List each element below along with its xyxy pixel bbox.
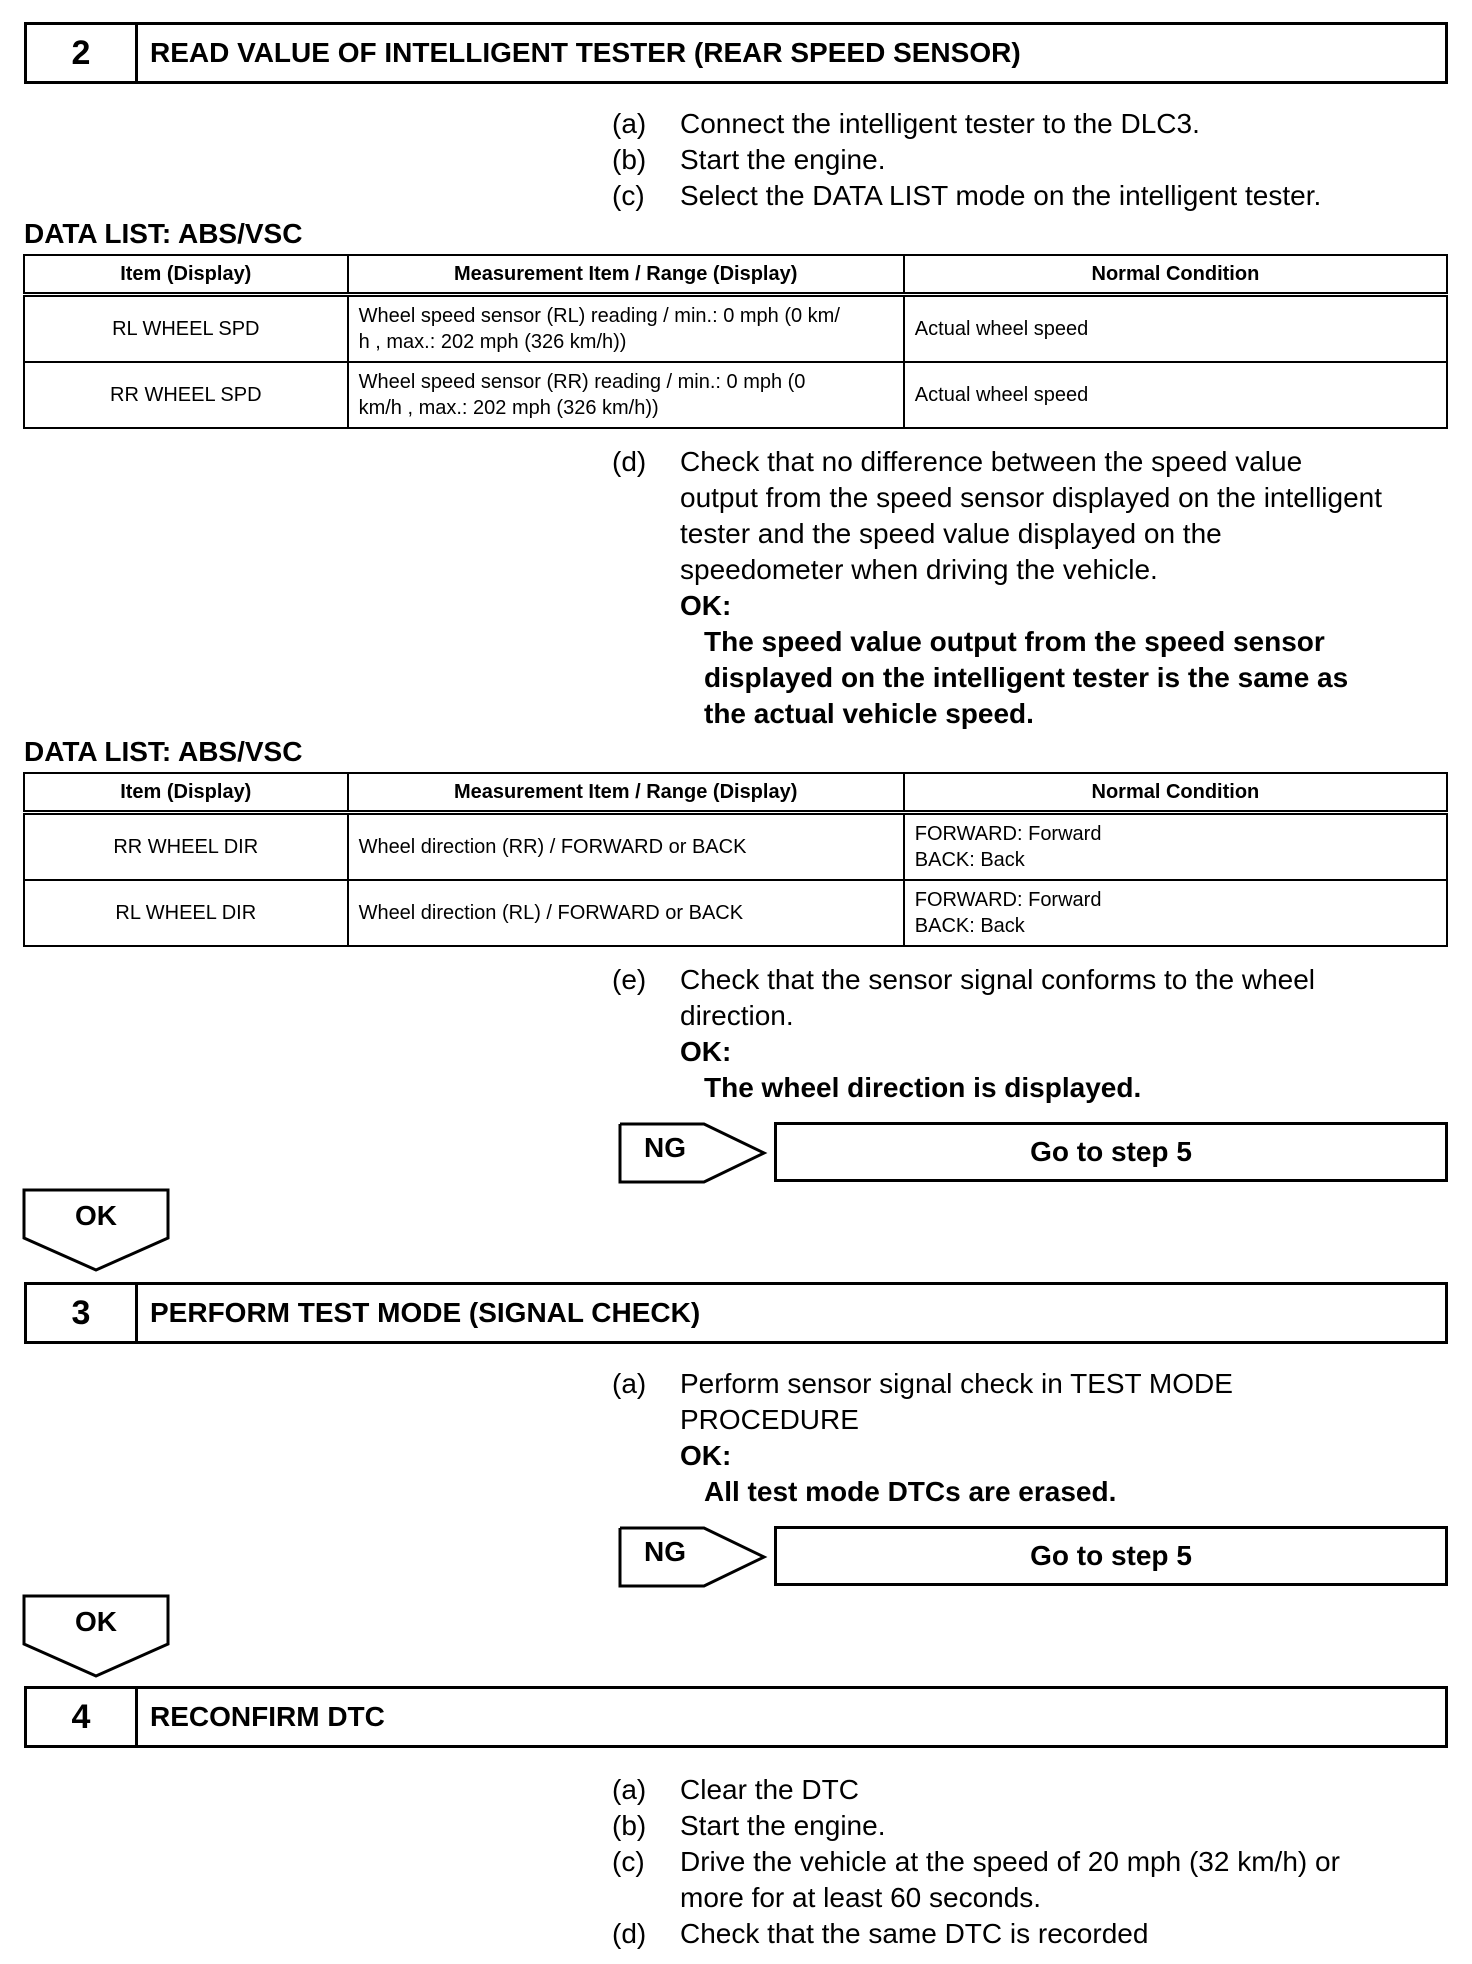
table-row bbox=[24, 813, 1447, 881]
cell-line: Wheel direction (RL) / FORWARD or BACK bbox=[358, 902, 744, 924]
column-header: Item (Display) bbox=[24, 255, 348, 295]
ok-condition bbox=[612, 1070, 1452, 1106]
cell-line: Wheel speed sensor (RR) reading / min.: 0 mph (0 bbox=[358, 371, 806, 393]
step-3-instruction-a bbox=[612, 1366, 1452, 1510]
step-2-instructions-abc bbox=[612, 106, 1452, 214]
ok-condition bbox=[612, 624, 1452, 732]
text-line: more for at least 60 seconds. bbox=[680, 1882, 1042, 1913]
cell-line: FORWARD: Forward bbox=[914, 889, 1102, 911]
instruction-item bbox=[612, 142, 1452, 178]
text-line: output from the speed sensor displayed on the intelligent bbox=[680, 482, 1383, 513]
text-line: speedometer when driving the vehicle. bbox=[680, 554, 1158, 585]
ok-condition bbox=[612, 1474, 1452, 1510]
go-to-step-box: Go to step 5 bbox=[774, 1526, 1448, 1586]
ok-label: OK: bbox=[680, 1036, 732, 1067]
ok-branch bbox=[22, 1188, 172, 1272]
step-number: 4 bbox=[27, 1689, 138, 1745]
table-header-row bbox=[24, 255, 1447, 295]
item-cell: RL WHEEL SPD bbox=[24, 295, 348, 363]
step-title: PERFORM TEST MODE (SIGNAL CHECK) bbox=[150, 1297, 701, 1328]
cell-line: Actual wheel speed bbox=[914, 384, 1089, 406]
step-title: RECONFIRM DTC bbox=[150, 1701, 385, 1732]
instruction-item bbox=[612, 1772, 1452, 1808]
instruction-label: (d) bbox=[612, 446, 647, 477]
condition-cell bbox=[904, 880, 1447, 946]
table-row bbox=[24, 880, 1447, 946]
column-header: Measurement Item / Range (Display) bbox=[348, 773, 904, 813]
instruction-label: (e) bbox=[612, 964, 647, 995]
step-4-header bbox=[24, 1686, 1448, 1748]
ng-arrow-icon bbox=[618, 1122, 768, 1184]
cell-line: BACK: Back bbox=[914, 849, 1025, 871]
instruction-label: (a) bbox=[612, 1774, 647, 1805]
cell-line: Wheel direction (RR) / FORWARD or BACK bbox=[358, 836, 747, 858]
column-header: Normal Condition bbox=[904, 255, 1447, 295]
step-2-instruction-e bbox=[612, 962, 1452, 1106]
table-row bbox=[24, 362, 1447, 428]
instruction-text: Check that the same DTC is recorded bbox=[680, 1918, 1149, 1949]
measurement-cell bbox=[348, 880, 904, 946]
ok-branch bbox=[22, 1594, 172, 1678]
text-line: Perform sensor signal check in TEST MODE bbox=[680, 1368, 1233, 1399]
instruction-item bbox=[612, 962, 1452, 1034]
ok-label: OK: bbox=[680, 590, 732, 621]
text-line: The wheel direction is displayed. bbox=[704, 1072, 1142, 1103]
condition-cell bbox=[904, 295, 1447, 363]
step-title: READ VALUE OF INTELLIGENT TESTER (REAR SPEED SENSOR) bbox=[150, 37, 1021, 68]
instruction-item bbox=[612, 444, 1452, 588]
item-cell: RR WHEEL SPD bbox=[24, 362, 348, 428]
text-line: Drive the vehicle at the speed of 20 mph (32 km/h) or bbox=[680, 1846, 1340, 1877]
column-header: Item (Display) bbox=[24, 773, 348, 813]
column-header: Measurement Item / Range (Display) bbox=[348, 255, 904, 295]
instruction-text bbox=[680, 962, 1452, 1034]
text-line: The speed value output from the speed sensor bbox=[704, 626, 1325, 657]
cell-line: km/h , max.: 202 mph (326 km/h)) bbox=[358, 397, 659, 419]
instruction-text: Start the engine. bbox=[680, 1810, 886, 1841]
text-line: displayed on the intelligent tester is the same as bbox=[704, 662, 1349, 693]
instruction-item bbox=[612, 178, 1452, 214]
instruction-item bbox=[612, 1844, 1452, 1916]
cell-line: Actual wheel speed bbox=[914, 318, 1089, 340]
step-2-instruction-d bbox=[612, 444, 1452, 732]
cell-line: Wheel speed sensor (RL) reading / min.: 0 mph (0 km/ bbox=[358, 305, 840, 327]
step-4-instructions bbox=[612, 1772, 1452, 1952]
condition-cell bbox=[904, 362, 1447, 428]
instruction-text: Connect the intelligent tester to the DLC3. bbox=[680, 108, 1200, 139]
instruction-item bbox=[612, 106, 1452, 142]
instruction-text: Start the engine. bbox=[680, 144, 886, 175]
instruction-label: (b) bbox=[612, 1810, 647, 1841]
cell-line: FORWARD: Forward bbox=[914, 823, 1102, 845]
instruction-text bbox=[680, 1844, 1452, 1916]
instruction-label: (b) bbox=[612, 144, 647, 175]
instruction-text bbox=[680, 1366, 1452, 1438]
data-list-table bbox=[23, 772, 1448, 947]
text-line: tester and the speed value displayed on the bbox=[680, 518, 1222, 549]
ng-label: NG bbox=[644, 1536, 686, 1567]
text-line: All test mode DTCs are erased. bbox=[704, 1476, 1117, 1507]
instruction-label: (a) bbox=[612, 1368, 647, 1399]
instruction-label: (a) bbox=[612, 108, 647, 139]
column-header: Normal Condition bbox=[904, 773, 1447, 813]
measurement-cell bbox=[348, 813, 904, 881]
cell-line: BACK: Back bbox=[914, 915, 1025, 937]
text-line: direction. bbox=[680, 1000, 794, 1031]
text-line: Check that no difference between the speed value bbox=[680, 446, 1303, 477]
ng-branch bbox=[618, 1122, 1448, 1186]
measurement-cell bbox=[348, 295, 904, 363]
measurement-cell bbox=[348, 362, 904, 428]
go-to-step-box: Go to step 5 bbox=[774, 1122, 1448, 1182]
ok-label: OK bbox=[75, 1606, 117, 1637]
text-line: the actual vehicle speed. bbox=[704, 698, 1034, 729]
ok-label: OK: bbox=[680, 1440, 732, 1471]
ok-label: OK bbox=[75, 1200, 117, 1231]
step-number: 2 bbox=[27, 25, 138, 81]
instruction-text: Select the DATA LIST mode on the intelligent tester. bbox=[680, 180, 1322, 211]
table-header-row bbox=[24, 773, 1447, 813]
instruction-label: (c) bbox=[612, 1846, 645, 1877]
step-3-header bbox=[24, 1282, 1448, 1344]
ng-label: NG bbox=[644, 1132, 686, 1163]
instruction-item bbox=[612, 1916, 1452, 1952]
data-list-table bbox=[23, 254, 1448, 429]
text-line: Check that the sensor signal conforms to the wheel bbox=[680, 964, 1316, 995]
step-number: 3 bbox=[27, 1285, 138, 1341]
item-cell: RL WHEEL DIR bbox=[24, 880, 348, 946]
data-list-label: DATA LIST: ABS/VSC bbox=[24, 218, 303, 249]
instruction-text bbox=[680, 444, 1452, 588]
data-list-label: DATA LIST: ABS/VSC bbox=[24, 736, 303, 767]
instruction-label: (d) bbox=[612, 1918, 647, 1949]
instruction-item bbox=[612, 1366, 1452, 1438]
instruction-item bbox=[612, 1808, 1452, 1844]
text-line: PROCEDURE bbox=[680, 1404, 859, 1435]
cell-line: h , max.: 202 mph (326 km/h)) bbox=[358, 331, 627, 353]
table-row bbox=[24, 295, 1447, 363]
step-2-header bbox=[24, 22, 1448, 84]
item-cell: RR WHEEL DIR bbox=[24, 813, 348, 881]
ng-arrow-icon bbox=[618, 1526, 768, 1588]
instruction-text: Clear the DTC bbox=[680, 1774, 859, 1805]
instruction-label: (c) bbox=[612, 180, 645, 211]
condition-cell bbox=[904, 813, 1447, 881]
ng-branch bbox=[618, 1526, 1448, 1590]
